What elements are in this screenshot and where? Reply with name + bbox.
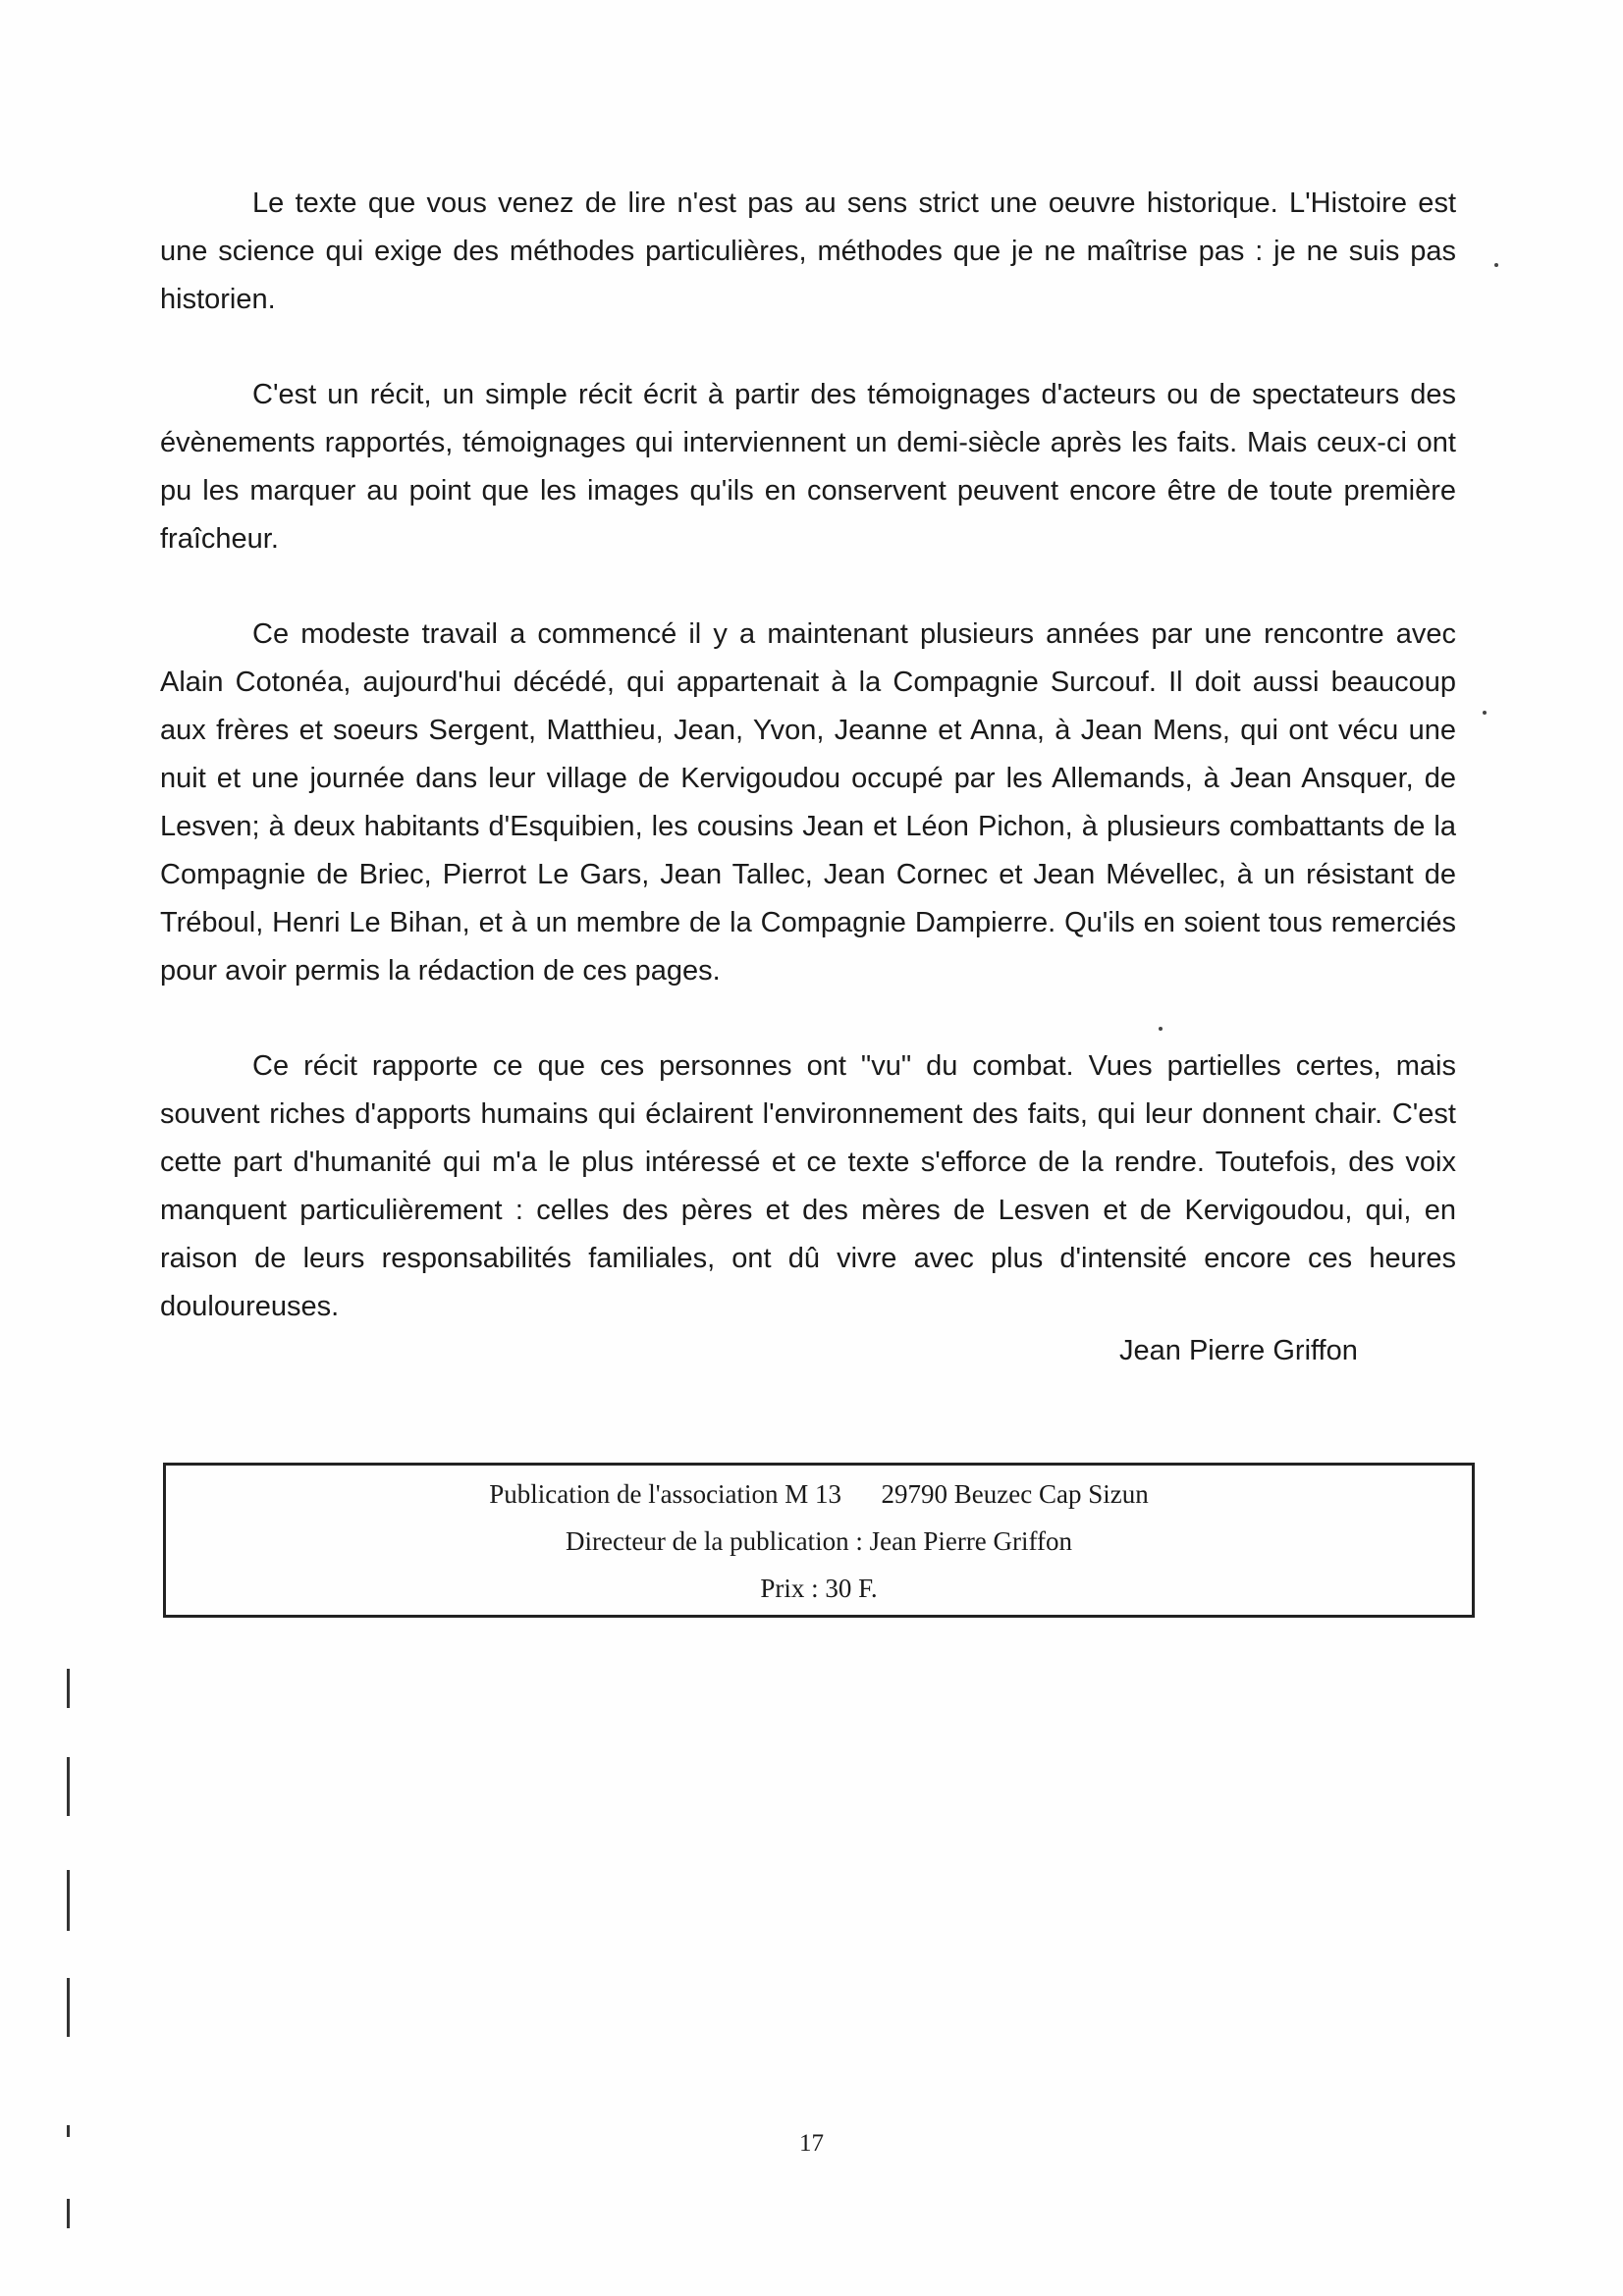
scan-mark (67, 1978, 70, 2037)
body-text (160, 180, 1456, 1331)
scan-mark (67, 2199, 70, 2228)
paragraph-recit: C'est un récit, un simple récit écrit à partir des témoignages d'acteurs ou de spectateurs des évènements rapportés, témoignages qui interviennent un demi-siècle après les faits. Mais ceux-ci ont pu les marquer au point que les images qu'ils en conservent peuvent encore être de toute première fraîcheur. (160, 379, 1456, 555)
scan-mark (67, 1757, 70, 1816)
publication-box (163, 1463, 1475, 1618)
author-signature: Jean Pierre Griffon (1119, 1335, 1358, 1366)
scan-speck (1483, 711, 1487, 715)
page-number: 17 (799, 2130, 824, 2157)
scan-mark (67, 2125, 70, 2137)
publication-association-line: Publication de l'association M 13 29790 Beuzec Cap Sizun (489, 1479, 1149, 1509)
paragraph-intro: Le texte que vous venez de lire n'est pas au sens strict une oeuvre historique. L'Histoire est une science qui exige des méthodes particulières, méthodes que je ne maîtrise pas : je ne suis pas historien. (160, 187, 1456, 315)
publication-price-line: Prix : 30 F. (760, 1574, 878, 1603)
paragraph-closing: Ce récit rapporte ce que ces personnes ont "vu" du combat. Vues partielles certes, mais souvent riches d'apports humains qui éclairent l'environnement des faits, qui leur donnent chair. C'est cette part d'humanité qui m'a le plus intéressé et ce texte s'efforce de la rendre. Toutefois, des voix manquent particulièrement : celles des pères et des mères de Lesven et de Kervigoudou, qui, en raison de leurs responsabilités familiales, ont dû vivre avec plus d'intensité encore ces heures douloureuses. (160, 1050, 1456, 1322)
scan-speck (1494, 263, 1498, 267)
scan-mark (67, 1870, 70, 1931)
paragraph-acknowledgements: Ce modeste travail a commencé il y a maintenant plusieurs années par une rencontre avec Alain Cotonéa, aujourd'hui décédé, qui appartenait à la Compagnie Surcouf. Il doit aussi beaucoup aux frères et soeurs Sergent, Matthieu, Jean, Yvon, Jeanne et Anna, à Jean Mens, qui ont vécu une nuit et une journée dans leur village de Kervigoudou occupé par les Allemands, à Jean Ansquer, de Lesven; à deux habitants d'Esquibien, les cousins Jean et Léon Pichon, à plusieurs combattants de la Compagnie de Briec, Pierrot Le Gars, Jean Tallec, Jean Cornec et Jean Mévellec, à un résistant de Tréboul, Henri Le Bihan, et à un membre de la Compagnie Dampierre. Qu'ils en soient tous remerciés pour avoir permis la rédaction de ces pages. (160, 618, 1456, 987)
scan-speck (1159, 1027, 1163, 1031)
publication-director-line: Directeur de la publication : Jean Pierre Griffon (565, 1526, 1073, 1556)
scan-mark (67, 1669, 70, 1708)
